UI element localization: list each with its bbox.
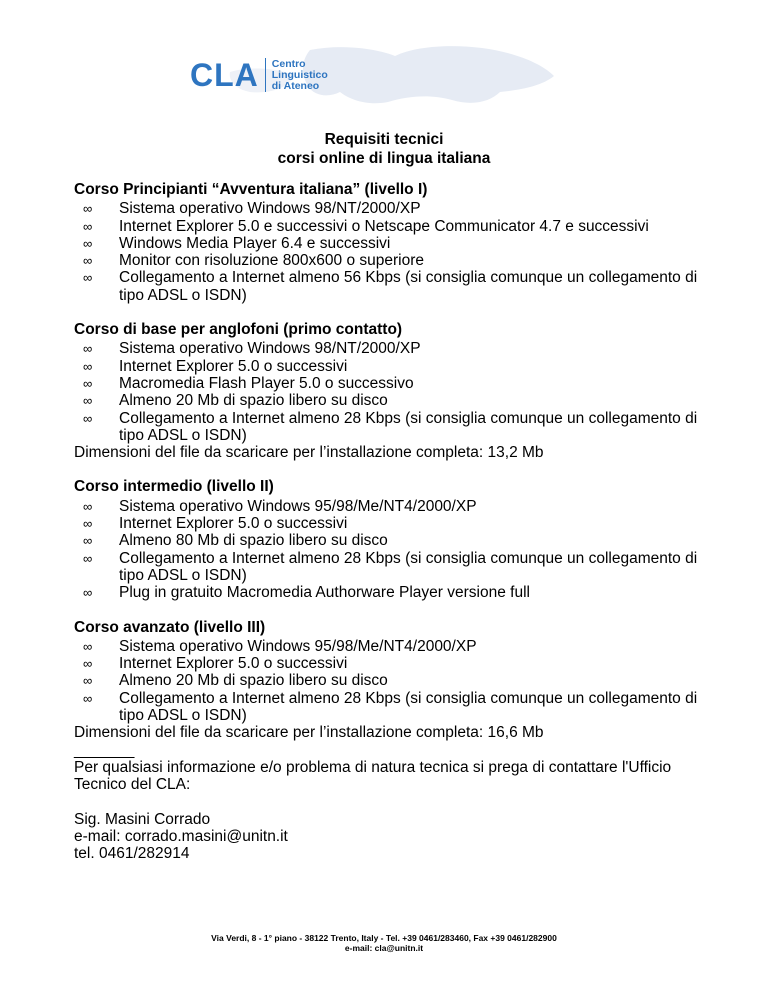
- requirements-list: [74, 498, 714, 602]
- requirement-text: Internet Explorer 5.0 o successivi: [119, 655, 348, 673]
- requirement-text: Sistema operativo Windows 98/NT/2000/XP: [119, 340, 421, 358]
- requirements-list: [74, 200, 714, 304]
- course-section: [74, 181, 714, 304]
- logo-mark: [190, 58, 328, 92]
- requirement-item: [83, 200, 714, 218]
- course-heading: Corso di base per anglofoni (primo contatto): [74, 321, 403, 339]
- requirement-text: Internet Explorer 5.0 e successivi o Netscape Communicator 4.7 e successivi: [119, 217, 649, 235]
- requirement-item: [83, 269, 714, 304]
- logo-separator: [265, 58, 266, 92]
- requirement-item: [83, 357, 714, 375]
- spacer: [74, 794, 714, 811]
- requirement-text: Sistema operativo Windows 95/98/Me/NT4/2000/XP: [119, 637, 477, 655]
- download-size-note: Dimensioni del file da scaricare per l’installazione completa: 13,2 Mb: [74, 444, 544, 462]
- requirement-text: Internet Explorer 5.0 o successivi: [119, 357, 348, 375]
- requirement-text: Monitor con risoluzione 800x600 o superiore: [119, 252, 425, 270]
- requirement-text: Collegamento a Internet almeno 56 Kbps (si consiglia comunque un collegamento di tipo ADSL o ISDN): [119, 269, 698, 304]
- requirement-item: [83, 217, 714, 235]
- requirement-item: [83, 655, 714, 673]
- requirement-text: Sistema operativo Windows 98/NT/2000/XP: [119, 200, 421, 218]
- title-line-2: corsi online di lingua italiana: [277, 150, 491, 167]
- infinity-bullet-icon: ∞: [83, 218, 93, 234]
- requirement-item: [83, 392, 714, 410]
- infinity-bullet-icon: ∞: [83, 550, 93, 566]
- contact-email[interactable]: e-mail: corrado.masini@unitn.it: [74, 827, 288, 845]
- requirement-item: [83, 252, 714, 270]
- infinity-bullet-icon: ∞: [83, 341, 93, 357]
- course-section: [74, 619, 714, 742]
- requirement-item: [83, 234, 714, 252]
- logo-subtitle-line: Linguistico: [271, 68, 328, 81]
- infinity-bullet-icon: ∞: [83, 253, 93, 269]
- document-body: [74, 181, 714, 862]
- infinity-bullet-icon: ∞: [83, 516, 93, 532]
- infinity-bullet-icon: ∞: [83, 690, 93, 706]
- requirement-text: Almeno 20 Mb di spazio libero su disco: [119, 392, 388, 410]
- contact-phone: tel. 0461/282914: [74, 845, 190, 863]
- course-heading: Corso Principianti “Avventura italiana” (livello I): [74, 181, 428, 198]
- infinity-bullet-icon: ∞: [83, 585, 93, 601]
- page-footer: [0, 933, 768, 953]
- requirement-text: Collegamento a Internet almeno 28 Kbps (si consiglia comunque un collegamento di tipo ADSL o ISDN): [119, 689, 698, 725]
- requirements-list: [74, 340, 714, 444]
- requirement-text: Almeno 20 Mb di spazio libero su disco: [119, 672, 388, 690]
- infinity-bullet-icon: ∞: [83, 673, 93, 689]
- requirement-item: [83, 584, 714, 602]
- footer-email[interactable]: e-mail: cla@unitn.it: [344, 943, 424, 953]
- requirement-item: [83, 497, 714, 515]
- requirement-item: [83, 374, 714, 392]
- requirement-item: [83, 532, 714, 550]
- infinity-bullet-icon: ∞: [83, 375, 93, 391]
- logo-brand-text: CLA: [190, 57, 259, 93]
- separator-line: _______: [74, 741, 135, 759]
- logo-subtitle-line: Centro: [271, 57, 306, 70]
- requirement-text: Collegamento a Internet almeno 28 Kbps (si consiglia comunque un collegamento di tipo ADSL o ISDN): [119, 549, 698, 584]
- requirement-text: Windows Media Player 6.4 e successivi: [119, 234, 391, 252]
- requirement-item: [83, 549, 714, 585]
- footer-address: Via Verdi, 8 - 1° piano - 38122 Trento, Italy - Tel. +39 0461/283460, Fax +39 0461/282900: [211, 933, 557, 943]
- contact-name: Sig. Masini Corrado: [74, 810, 211, 828]
- requirement-item: [83, 689, 714, 725]
- logo-subtitle-line: di Ateneo: [271, 79, 320, 92]
- download-size-note: Dimensioni del file da scaricare per l’installazione completa: 16,6 Mb: [74, 724, 544, 742]
- title-line-1: Requisiti tecnici: [324, 131, 444, 148]
- course-section: [74, 321, 714, 461]
- requirement-text: Almeno 80 Mb di spazio libero su disco: [119, 532, 388, 550]
- requirement-item: [83, 637, 714, 655]
- infinity-bullet-icon: ∞: [83, 498, 93, 514]
- document-title: [0, 130, 768, 168]
- infinity-bullet-icon: ∞: [83, 410, 93, 426]
- infinity-bullet-icon: ∞: [83, 638, 93, 654]
- infinity-bullet-icon: ∞: [83, 533, 93, 549]
- requirement-text: Plug in gratuito Macromedia Authorware Player versione full: [119, 584, 530, 602]
- logo-subtitle: [272, 59, 328, 92]
- course-heading: Corso avanzato (livello III): [74, 618, 266, 636]
- requirement-item: [83, 409, 714, 445]
- requirement-text: Macromedia Flash Player 5.0 o successivo: [119, 374, 414, 392]
- requirement-text: Collegamento a Internet almeno 28 Kbps (si consiglia comunque un collegamento di tipo ADSL o ISDN): [119, 409, 698, 444]
- infinity-bullet-icon: ∞: [83, 656, 93, 672]
- requirements-list: [74, 638, 714, 724]
- info-text: Per qualsiasi informazione e/o problema di natura tecnica si prega di contattare l'Ufficio Tecnico del CLA:: [74, 758, 672, 794]
- requirement-item: [83, 515, 714, 533]
- infinity-bullet-icon: ∞: [83, 393, 93, 409]
- infinity-bullet-icon: ∞: [83, 235, 93, 251]
- requirement-text: Internet Explorer 5.0 o successivi: [119, 515, 348, 533]
- cla-logo: [190, 42, 558, 108]
- requirement-item: [83, 672, 714, 690]
- course-section: [74, 478, 714, 601]
- requirement-text: Sistema operativo Windows 95/98/Me/NT4/2000/XP: [119, 497, 477, 515]
- infinity-bullet-icon: ∞: [83, 201, 93, 217]
- course-heading: Corso intermedio (livello II): [74, 478, 274, 496]
- requirement-item: [83, 340, 714, 358]
- infinity-bullet-icon: ∞: [83, 270, 93, 286]
- infinity-bullet-icon: ∞: [83, 358, 93, 374]
